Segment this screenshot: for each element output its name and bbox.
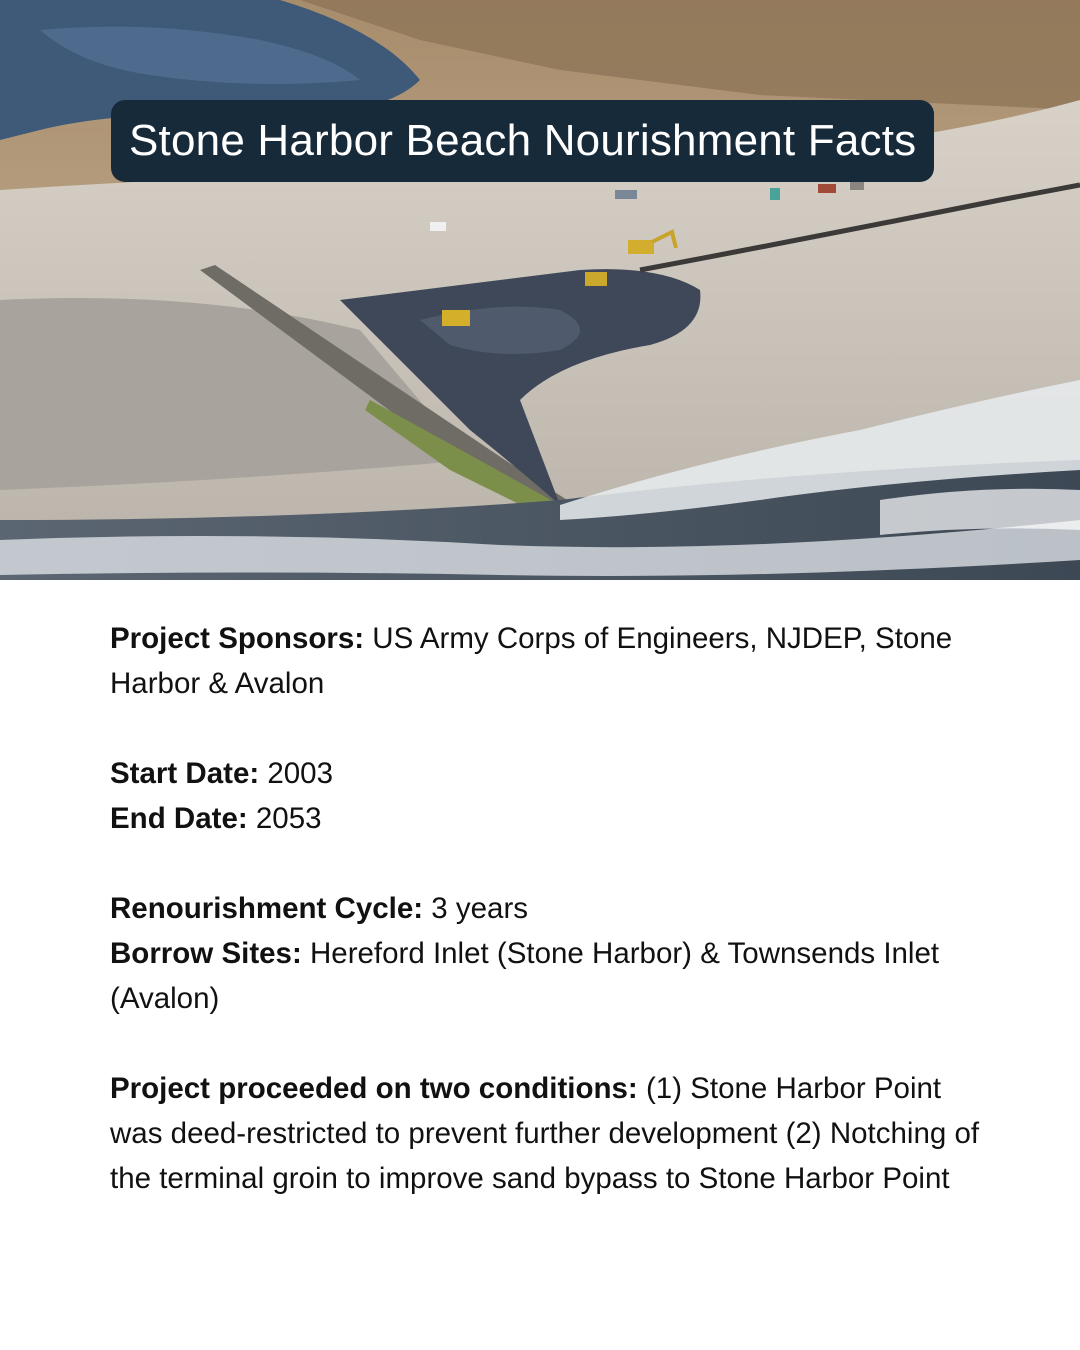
fact-label: Project Sponsors:: [110, 622, 365, 655]
fact-label: Project proceeded on two conditions:: [110, 1072, 638, 1105]
fact-sponsors: [110, 616, 990, 706]
fact-label: End Date:: [110, 802, 248, 835]
fact-label: Start Date:: [110, 757, 260, 790]
fact-renourishment-cycle: [110, 886, 990, 931]
facts-section: [110, 616, 990, 1201]
fact-value: (1) Stone Harbor Point was deed-restricted to prevent further development (2) Notching of the terminal groin to improve sand bypass to Stone Harbor Point: [110, 1072, 980, 1195]
title-banner: [111, 100, 934, 182]
aerial-beach-photo: [0, 0, 1080, 580]
fact-value: US Army Corps of Engineers, NJDEP, Stone Harbor & Avalon: [110, 622, 953, 700]
fact-end-date: [110, 796, 990, 841]
fact-value: 2053: [247, 802, 322, 835]
fact-value: 3 years: [423, 892, 529, 925]
fact-label: Renourishment Cycle:: [110, 892, 424, 925]
fact-value: 2003: [259, 757, 333, 790]
fact-label: Borrow Sites:: [110, 937, 302, 970]
page-title: Stone Harbor Beach Nourishment Facts: [129, 116, 917, 165]
fact-value: Hereford Inlet (Stone Harbor) & Townsends Inlet (Avalon): [110, 937, 940, 1015]
fact-conditions: [110, 1066, 990, 1201]
beach-photo-illustration: [0, 0, 1080, 580]
fact-start-date: [110, 751, 990, 796]
fact-borrow-sites: [110, 931, 990, 1021]
